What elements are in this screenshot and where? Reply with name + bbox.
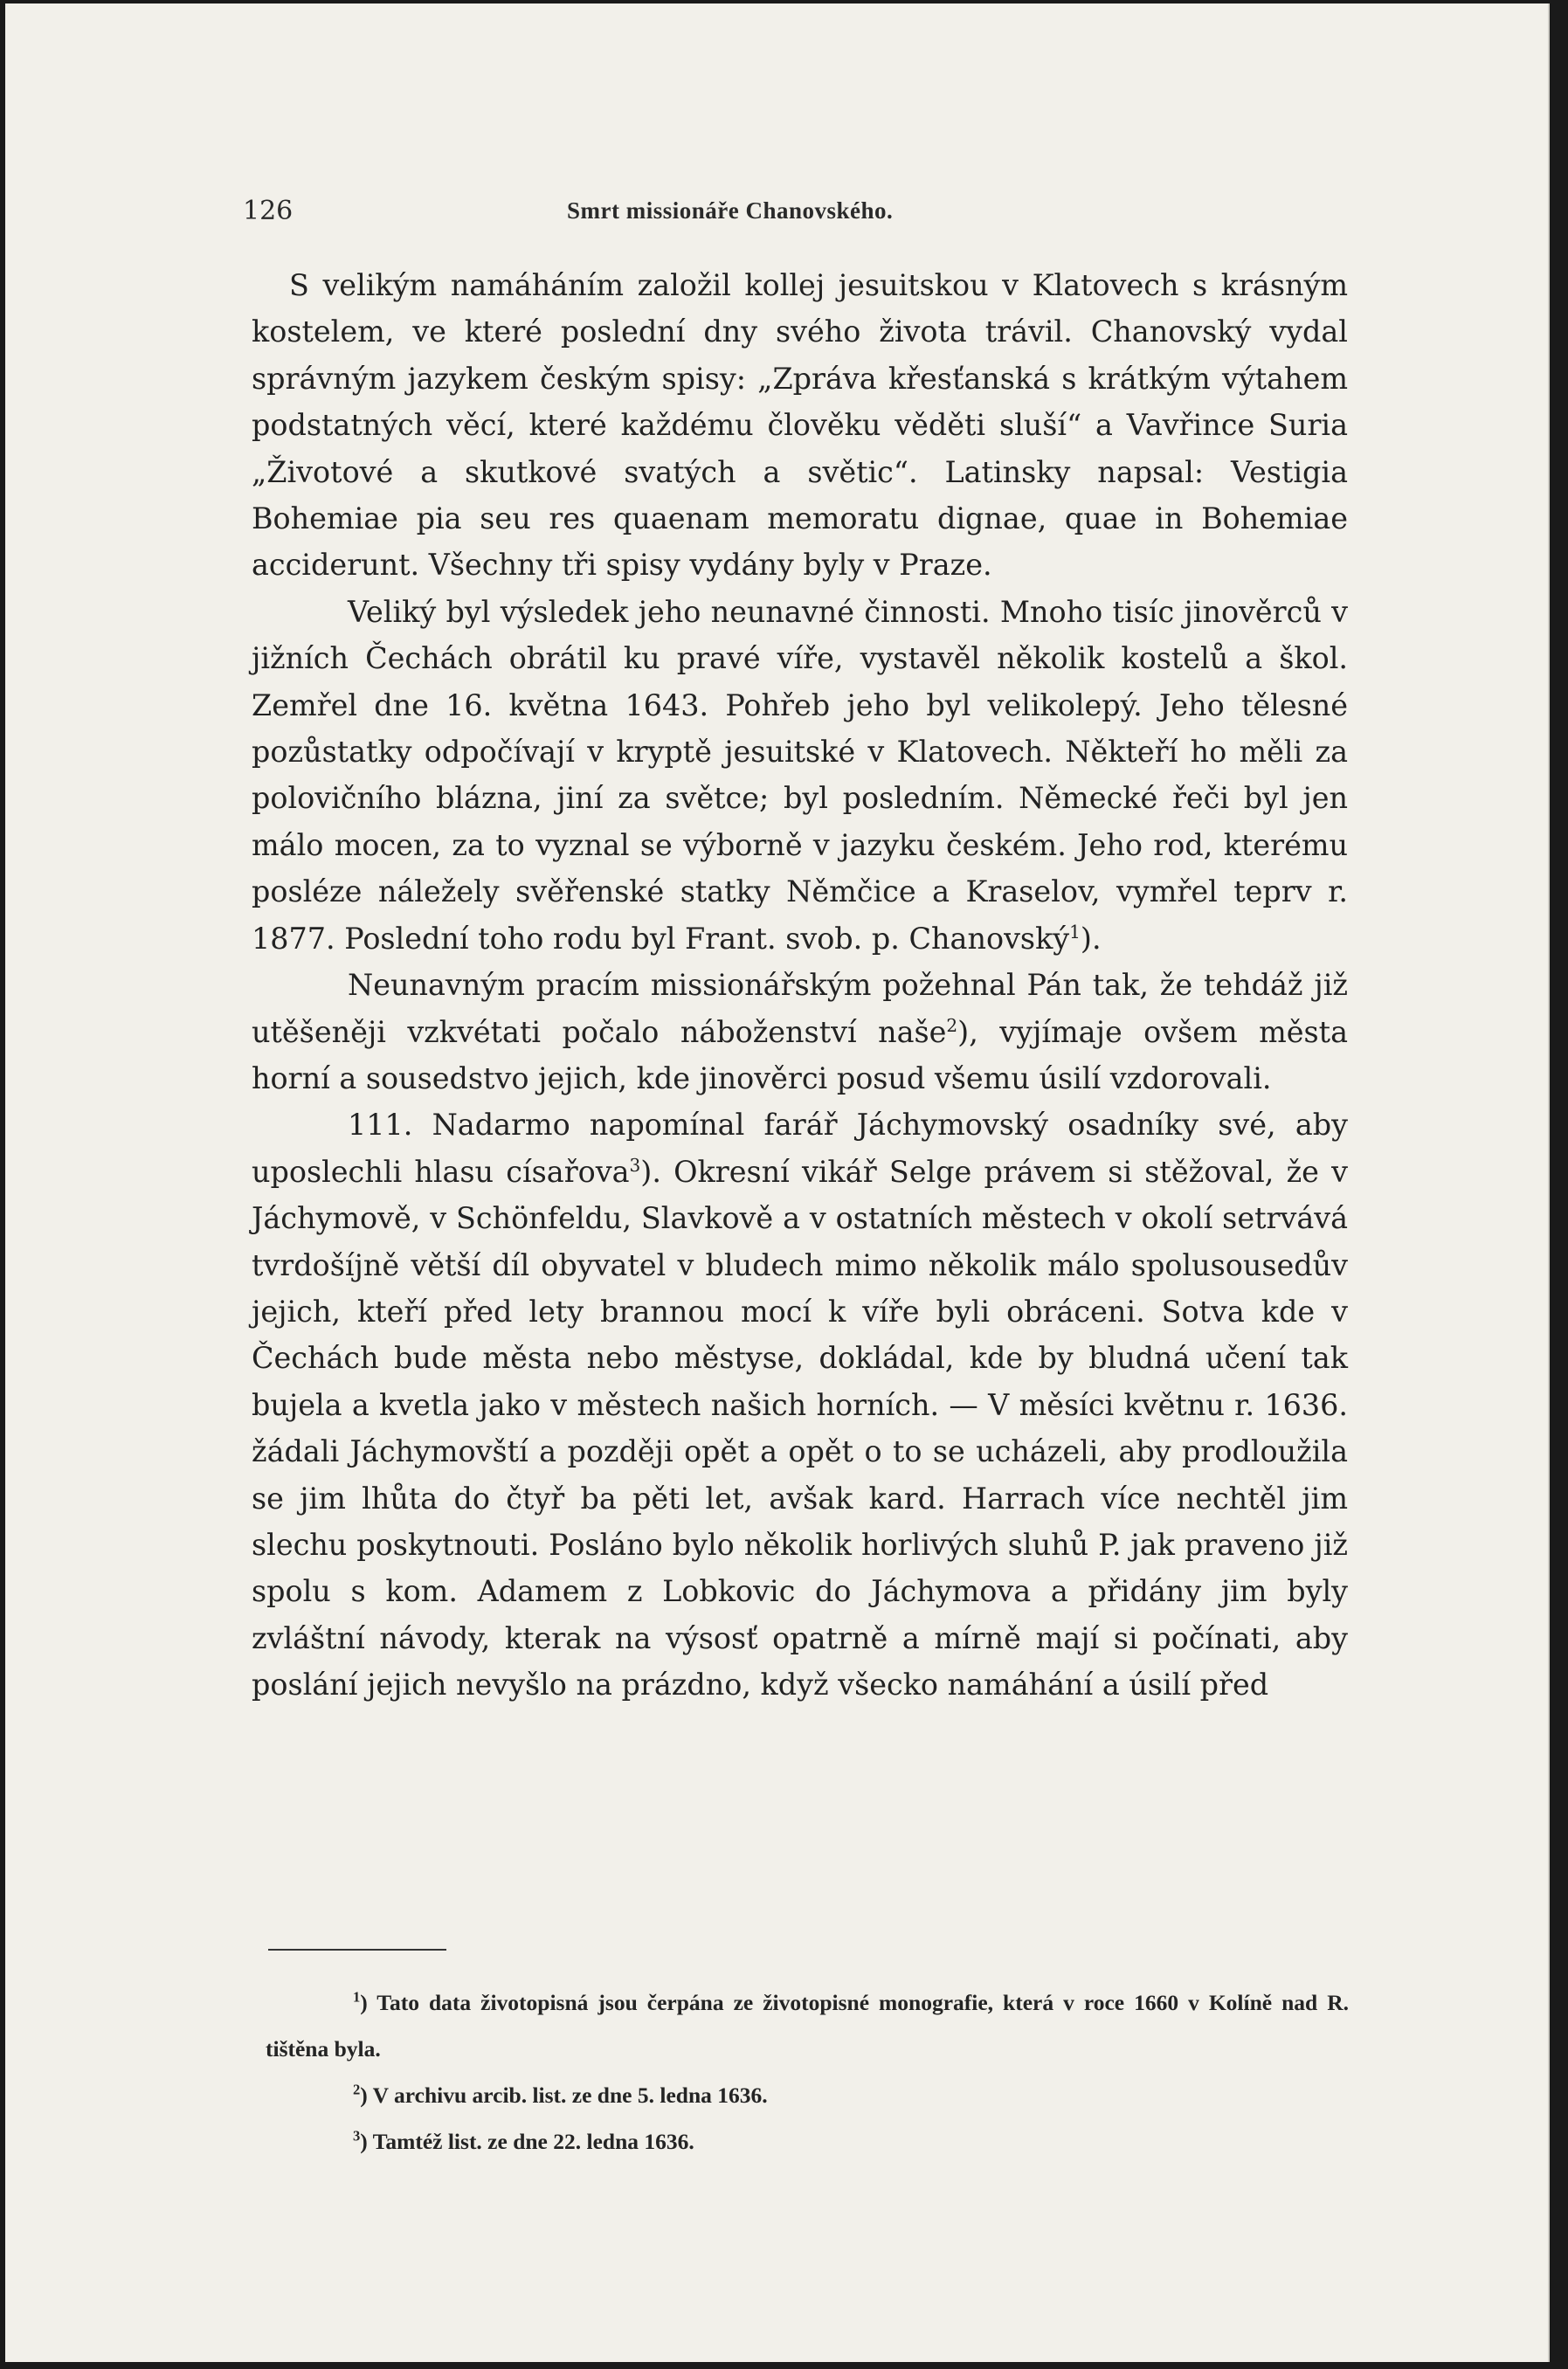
footnote-marker: 1: [353, 1988, 361, 2006]
paragraph-3-text-a: Neunavným pracím missionářským požehnal Pán tak, že tehdáž již utěšeněji vzkvétati počalo náboženství naše: [252, 968, 1348, 1049]
footnote-ref-1: 1: [1069, 921, 1081, 943]
paragraph-1: S velikým namáháním založil kollej jesuitskou v Klatovech s krásným kostelem, ve které poslední dny svého života trávil. Chanovský vydal správným jazykem českým spisy: „Zpráva křesťanská s krátkým výtahem podstatných věcí, které každému člověku věděti sluší“ a Vavřince Suria „Životové a skutkové svatých a světic“. Latinsky napsal: Vestigia Bohemiae pia seu res quaenam memoratu dignae, quae in Bohemiae acciderunt. Všechny tři spisy vydány byly v Praze.: [252, 268, 1348, 583]
paragraph-4-text-b: ). Okresní vikář Selge právem si stěžoval, že v Jáchymově, v Schönfeldu, Slavkově a v ostatních městech v okolí setrvává tvrdošíjně větší díl obyvatel v bludech mimo několik málo spolusousedův jejich, kteří před lety brannou mocí k víře byli obráceni. Sotva kde v Čechách bude města nebo městyse, dokládal, kde by bludná učení tak bujela a kvetla jako v městech našich horních. — V měsíci květnu r. 1636. žádali Jáchymovští a později opět a opět o to se ucházeli, aby prodloužila se jim lhůta do čtyř ba pěti let, avšak kard. Harrach více nechtěl jim slechu poskytnouti. Posláno bylo několik horlivých sluhů P. jak praveno již spolu s kom. Adamem z Lobkovic do Jáchymova a přidány jim byly zvláštní návody, kterak na výsosť opatrně a mírně mají si počínati, aby poslání jejich nevyšlo na prázdno, když všecko namáhání a úsilí před: [252, 1154, 1349, 1703]
paragraph-4: [252, 1102, 1348, 1708]
page-number: 126: [243, 196, 294, 226]
book-page: [5, 3, 1550, 2362]
paragraph-2: [252, 589, 1348, 962]
page-header: [243, 196, 1361, 231]
footnote-ref-3: 3: [629, 1154, 641, 1176]
footnote-text: ) V archivu arcib. list. ze dne 5. ledna 1636.: [360, 2082, 768, 2108]
footnote-text: ) Tamtéž list. ze dne 22. ledna 1636.: [360, 2129, 694, 2154]
footnote-ref-2: 2: [946, 1014, 958, 1036]
footnotes: [266, 1979, 1349, 2165]
paragraph-3-text-b: ), vyjímaje ovšem města horní a sousedstvo jejich, kde jinověrci posud všemu úsilí vzdorovali.: [252, 1014, 1348, 1095]
footnote-2: [266, 2072, 1349, 2118]
footnote-marker: 3: [353, 2127, 361, 2145]
footnote-separator: [268, 1949, 446, 1951]
paragraph-4-text-a: 111. Nadarmo napomínal farář Jáchymovský osadníky své, aby uposlechli hlasu císařova: [252, 1108, 1348, 1189]
footnote-1: [266, 1979, 1349, 2072]
body-text: [252, 262, 1348, 1709]
paragraph-2-text: Veliký byl výsledek jeho neunavné činnosti. Mnoho tisíc jinověrců v jižních Čechách obrátil ku pravé víře, vystavěl několik kostelů a škol. Zemřel dne 16. května 1643. Pohřeb jeho byl velikolepý. Jeho tělesné pozůstatky odpočívají v kryptě jesuitské v Klatovech. Někteří ho měli za polovičního blázna, jiní za světce; byl posledním. Německé řeči byl jen málo mocen, za to vyznal se výborně v jazyku českém. Jeho rod, kterému posléze náležely svěřenské statky Němčice a Kraselov, vymřel teprv r. 1877. Poslední toho rodu byl Frant. svob. p. Chanovský: [252, 594, 1348, 956]
footnote-3: [266, 2118, 1349, 2165]
paragraph-3: [252, 962, 1348, 1102]
running-title: Smrt missionáře Chanovského.: [567, 197, 894, 224]
paragraph-2-end: ).: [1080, 921, 1102, 956]
footnote-text: ) Tato data životopisná jsou čerpána ze životopisné monografie, která v roce 1660 v Kolíně nad R. tištěna byla.: [266, 1990, 1349, 2062]
footnote-marker: 2: [353, 2081, 361, 2098]
